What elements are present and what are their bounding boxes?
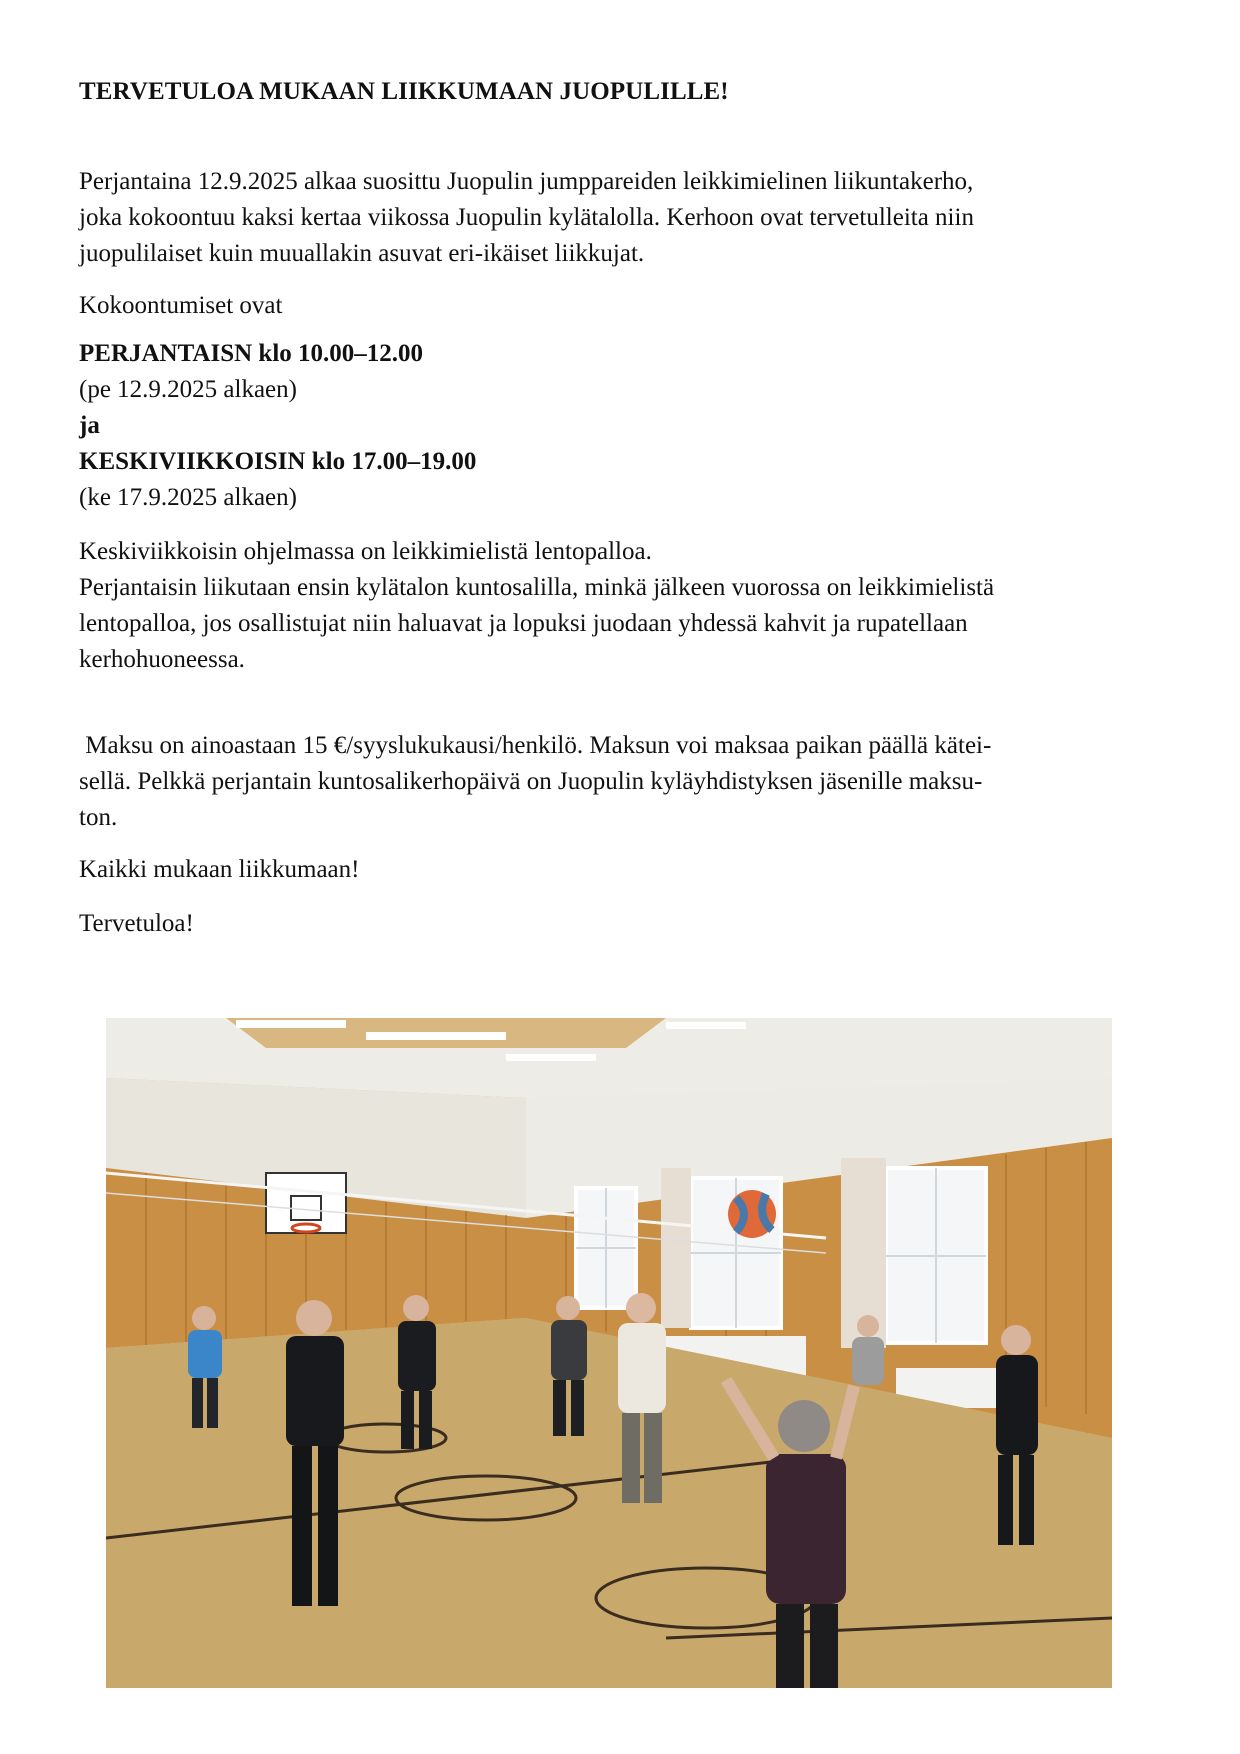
schedule-wednesday-start: (ke 17.9.2025 alkaen): [79, 484, 297, 511]
ceiling-light: [506, 1054, 596, 1061]
document-title: TERVETULOA MUKAAN LIIKKUMAAN JUOPULILLE!: [79, 78, 729, 105]
closing-line-1: Kaikki mukaan liikkumaan!: [79, 856, 360, 883]
closing-line-2: Tervetuloa!: [79, 910, 194, 937]
volleyball-photo: [106, 1018, 1112, 1688]
fee-paragraph: [79, 728, 1164, 836]
schedule-friday-start: (pe 12.9.2025 alkaen): [79, 376, 297, 403]
photo-illustration: [106, 1018, 1112, 1688]
intro-line: juopulilaiset kuin muuallakin asuvat eri-ikäiset liikkujat.: [79, 240, 645, 267]
program-line: Perjantaisin liikutaan ensin kylätalon kuntosalilla, minkä jälkeen vuorossa on leikkimielistä: [79, 574, 995, 601]
ceiling-light: [366, 1032, 506, 1040]
program-line: lentopalloa, jos osallistujat niin haluavat ja lopuksi juodaan yhdessä kahvit ja rupatellaan: [79, 610, 968, 637]
intro-line: Perjantaina 12.9.2025 alkaa suosittu Juopulin jumppareiden leikkimielinen liikuntakerho,: [79, 168, 974, 195]
schedule-and: ja: [79, 412, 100, 439]
ceiling-light: [666, 1022, 746, 1029]
fee-line: ton.: [79, 804, 118, 831]
program-paragraph: [79, 534, 1164, 678]
ceiling-light: [236, 1020, 346, 1028]
curtain: [661, 1168, 691, 1328]
program-line: Keskiviikkoisin ohjelmassa on leikkimielistä lentopalloa.: [79, 538, 652, 565]
meetings-intro: Kokoontumiset ovat: [79, 292, 283, 319]
fee-line: sellä. Pelkkä perjantain kuntosalikerhopäivä on Juopulin kyläyhdistyksen jäsenille maksu-: [79, 768, 983, 795]
schedule-wednesday: KESKIVIIKKOISIN klo 17.00–19.00: [79, 448, 477, 475]
schedule-block: [79, 336, 1164, 516]
program-line: kerhohuoneessa.: [79, 646, 245, 673]
intro-line: joka kokoontuu kaksi kertaa viikossa Juopulin kylätalolla. Kerhoon ovat tervetulleita niin: [79, 204, 974, 231]
intro-paragraph: [79, 164, 1164, 272]
fee-line: Maksu on ainoastaan 15 €/syyslukukausi/henkilö. Maksun voi maksaa paikan päällä kätei-: [79, 732, 992, 759]
schedule-friday: PERJANTAISN klo 10.00–12.00: [79, 340, 424, 367]
